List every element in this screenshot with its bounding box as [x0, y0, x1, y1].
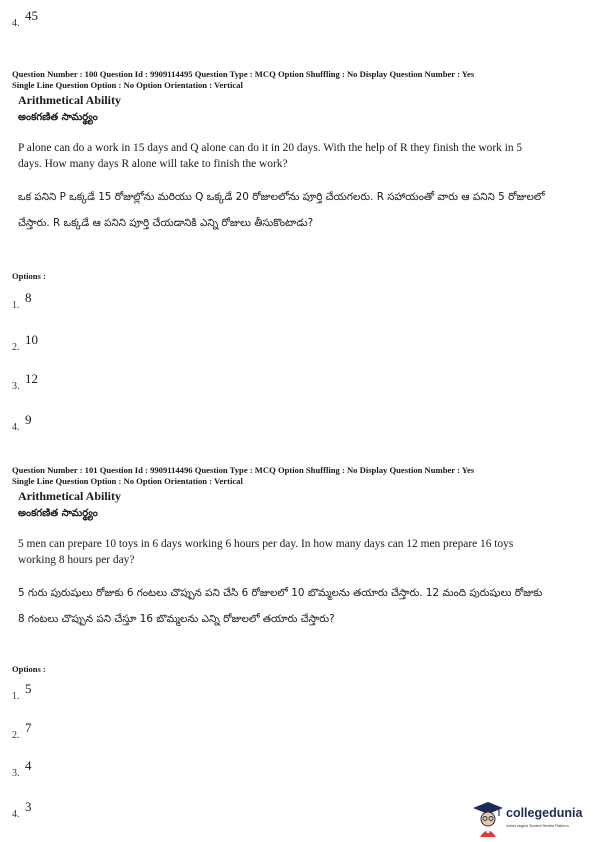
- question-text-english: 5 men can prepare 10 toys in 6 days working 6 hours per day. In how many days can 12 men prepare 16 toys working 8 hours per day?: [18, 538, 514, 566]
- option-value: 3: [25, 799, 32, 814]
- question-meta-line: Question Number : 100 Question Id : 9909114495 Question Type : MCQ Option Shuffling : No Display Question Number : Yes: [12, 69, 475, 79]
- question-text-english: P alone can do a work in 15 days and Q alone can do it in 20 days. With the help of R they finish the work in 5 days. How many days R alone will take to finish the work?: [18, 142, 523, 170]
- option-number: 2.: [12, 730, 20, 741]
- option-number: 3.: [12, 381, 20, 392]
- option-1[interactable]: [12, 290, 32, 312]
- option-2[interactable]: [12, 332, 38, 354]
- question-meta-line: Single Line Question Option : No Option Orientation : Vertical: [12, 79, 243, 90]
- student-mascot-icon: [472, 800, 504, 838]
- option-4[interactable]: [12, 799, 32, 821]
- option-value: 10: [25, 332, 38, 347]
- collegedunia-logo: [472, 800, 595, 840]
- option-3[interactable]: [12, 758, 32, 780]
- options-label: Options :: [12, 271, 46, 281]
- question-101-meta: [12, 465, 474, 486]
- logo-tagline: India's largest Student Review Platform: [506, 824, 569, 828]
- option-number: 2.: [12, 342, 20, 353]
- option-value: 5: [25, 681, 32, 696]
- question-text-telugu: ఒక పనిని P ఒక్కడే 15 రోజుల్లోను మరియు Q ఒక్కడే 20 రోజులలోను పూర్తి చేయగలరు. R సహాయంతో వారు ఆ పనిని 5 రోజులలో చేస్తారు. R ఒక్కడే ఆ పనిని పూర్తి చేయడానికి ఎన్ని రోజులు తీసుకొంటాడు?: [18, 191, 545, 229]
- option-number: 1.: [12, 300, 20, 311]
- option-number: 3.: [12, 768, 20, 779]
- logo-wordmark: collegedunia: [506, 806, 583, 820]
- question-meta-line: Single Line Question Option : No Option Orientation : Vertical: [12, 475, 243, 486]
- option-2[interactable]: [12, 720, 32, 742]
- section-title-telugu: అంకగణిత సామర్థ్యం: [18, 112, 98, 123]
- option-value: 12: [25, 371, 38, 386]
- option-value: 8: [25, 290, 32, 305]
- option-value: 45: [25, 8, 38, 23]
- section-title: Arithmetical Ability: [18, 489, 121, 503]
- options-label: Options :: [12, 664, 46, 674]
- option-value: 4: [25, 758, 32, 773]
- option-number: 4.: [12, 809, 20, 820]
- option-value: 9: [25, 412, 32, 427]
- previous-question-option-4: [12, 8, 38, 30]
- question-meta-line: Question Number : 101 Question Id : 9909114496 Question Type : MCQ Option Shuffling : No Display Question Number : Yes: [12, 465, 475, 475]
- section-title: Arithmetical Ability: [18, 93, 121, 107]
- question-100-meta: [12, 69, 474, 90]
- option-1[interactable]: [12, 681, 32, 703]
- section-title-telugu: అంకగణిత సామర్థ్యం: [18, 508, 98, 519]
- option-number: 1.: [12, 691, 20, 702]
- option-number: 4.: [12, 18, 20, 29]
- option-value: 7: [25, 720, 32, 735]
- question-text-telugu: 5 గురు పురుషులు రోజుకు 6 గంటలు చొప్పున పని చేసి 6 రోజులలో 10 బొమ్మలను తయారు చేస్తారు. 12 మంది పురుషులు రోజుకు 8 గంటలు చొప్పున పని చేస్తూ 16 బొమ్మలను ఎన్ని రోజులలో తయారు చేస్తారు?: [18, 587, 543, 625]
- option-3[interactable]: [12, 371, 38, 393]
- option-4[interactable]: [12, 412, 32, 434]
- option-number: 4.: [12, 422, 20, 433]
